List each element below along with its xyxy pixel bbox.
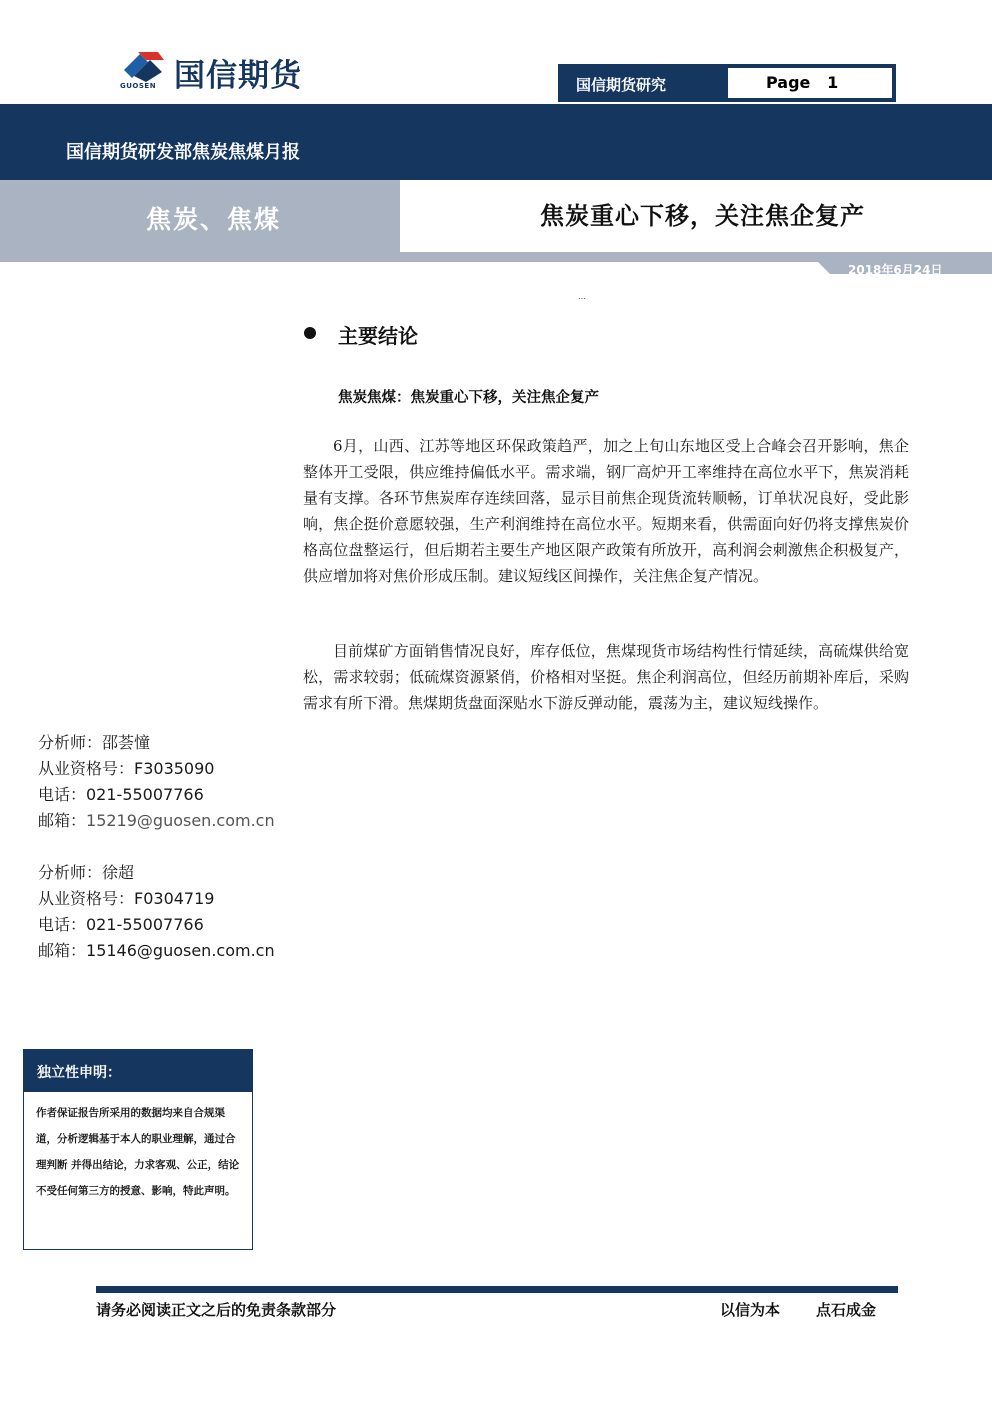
analyst-license: 从业资格号：F0304719 (38, 889, 215, 908)
page-number: 1 (827, 73, 839, 92)
report-title-band (0, 104, 992, 180)
analyst-card (38, 730, 298, 834)
analyst-email-line (38, 808, 298, 834)
analyst-email[interactable]: 15219@guosen.com.cn (86, 811, 275, 830)
research-label: 国信期货研究 (576, 76, 667, 94)
headline: 焦炭重心下移，关注焦企复产 (540, 202, 865, 230)
analyst-email[interactable]: 15146@guosen.com.cn (86, 941, 275, 960)
email-label: 邮箱： (38, 811, 87, 830)
independence-title: 独立性申明： (37, 1065, 121, 1081)
analyst-email-line (38, 938, 298, 964)
tiny-mark: … (578, 292, 586, 301)
analyst-phone: 电话：021-55007766 (38, 915, 204, 934)
page-label: Page (766, 73, 811, 92)
report-title: 国信期货研发部焦炭焦煤月报 (66, 142, 300, 163)
footer-motto (720, 1299, 876, 1320)
report-date: 2018年6月24日 (848, 263, 943, 277)
analyst-name: 分析师：徐超 (38, 863, 135, 882)
independence-statement-box (23, 1049, 253, 1250)
logo-subtitle: GUOSEN (120, 82, 157, 90)
date-strip (0, 252, 992, 276)
bullet-icon (304, 327, 316, 339)
category-label: 焦炭、焦煤 (146, 205, 282, 234)
motto-2: 点石成金 (816, 1301, 877, 1319)
analyst-name: 分析师：邵荟憧 (38, 733, 151, 752)
email-label: 邮箱： (38, 941, 87, 960)
logo-name: 国信期货 (174, 58, 302, 94)
analyst-phone: 电话：021-55007766 (38, 785, 204, 804)
category-panel (0, 180, 400, 252)
subheading: 焦炭焦煤：焦炭重心下移，关注焦企复产 (338, 390, 599, 406)
header-badge (558, 64, 896, 102)
motto-1: 以信为本 (720, 1301, 781, 1319)
paragraph: 6月，山西、江苏等地区环保政策趋严，加之上旬山东地区受上合峰会召开影响，焦企整体开工受限，供应维持偏低水平。需求端，钢厂高炉开工率维持在高位水平下，焦炭消耗量有支撑。各环节焦炭库存连续回落，显示目前焦企现货流转顺畅，订单状况良好，受此影响，焦企挺价意愿较强，生产利润维持在高位水平。短期来看，供需面向好仍将支撑焦炭价格高位盘整运行，但后期若主要生产地区限产政策有所放开，高利润会刺激焦企积极复产，供应增加将对焦价形成压制。建议短线区间操作，关注焦企复产情况。 (303, 437, 909, 585)
analyst-license: 从业资格号：F3035090 (38, 759, 215, 778)
page-indicator (728, 68, 892, 98)
paragraph: 目前煤矿方面销售情况良好，库存低位，焦煤现货市场结构性行情延续，高硫煤供给宽松，需求较弱；低硫煤资源紧俏，价格相对坚挺。焦企利润高位，但经历前期补库后，采购需求有所下滑。焦煤期货盘面深贴水下游反弹动能，震荡为主，建议短线操作。 (303, 642, 909, 712)
page-number-text (766, 73, 838, 92)
independence-body: 作者保证报告所采用的数据均来自合规渠道，分析逻辑基于本人的职业理解，通过合理判断 并得出结论，力求客观、公正，结论不受任何第三方的授意、影响，特此声明。 (36, 1107, 240, 1197)
company-logo (118, 46, 348, 96)
analyst-card (38, 860, 298, 964)
footer-disclaimer[interactable]: 请务必阅读正文之后的免责条款部分 (96, 1301, 337, 1319)
independence-header (24, 1050, 252, 1092)
footer-rule (96, 1286, 898, 1293)
section-title: 主要结论 (338, 324, 418, 348)
